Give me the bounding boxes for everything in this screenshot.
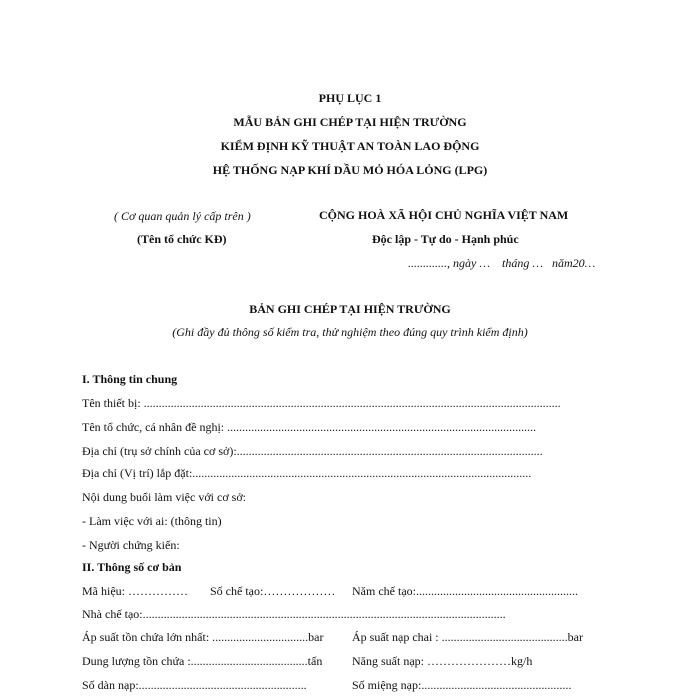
country-name: CỘNG HOÀ XÃ HỘI CHỦ NGHĨA VIỆT NAM xyxy=(319,208,569,222)
record-title: BẢN GHI CHÉP TẠI HIỆN TRƯỜNG xyxy=(249,302,451,316)
serial-number-field: Số chế tạo:……………… xyxy=(210,584,336,598)
filling-rigs-field: Số dàn nạp:........................................................ xyxy=(82,678,307,692)
manufacture-year-field: Năm chế tạo:...................................................... xyxy=(352,584,578,598)
worked-with-label: - Làm việc với ai: (thông tin) xyxy=(82,514,222,528)
superior-agency-label: ( Cơ quan quản lý cấp trên ) xyxy=(114,209,251,223)
form-title-line1: MẪU BẢN GHI CHÉP TẠI HIỆN TRƯỜNG xyxy=(233,115,467,129)
storage-capacity-field: Dung lượng tồn chứa :.......................................tấn xyxy=(82,654,323,668)
filling-capacity-field: Năng suất nạp: …………………kg/h xyxy=(352,654,533,668)
form-title-line3: HỆ THỐNG NẠP KHÍ DẦU MỎ HÓA LỎNG (LPG) xyxy=(212,163,488,177)
meeting-content-label: Nội dung buổi làm việc với cơ sở: xyxy=(82,490,247,504)
form-title-line2: KIỂM ĐỊNH KỸ THUẬT AN TOÀN LAO ĐỘNG xyxy=(220,139,480,153)
section1-heading: I. Thông tin chung xyxy=(82,372,178,386)
record-subtitle: (Ghi đầy đủ thông số kiểm tra, thử nghiệm theo đúng quy trình kiểm định) xyxy=(172,325,528,339)
section2-heading: II. Thông số cơ bản xyxy=(82,560,182,574)
manufacturer-field: Nhà chế tạo:......................................................................................................................... xyxy=(82,607,506,621)
device-name-field: Tên thiết bị: ........................................................................................................................................... xyxy=(82,396,561,410)
max-storage-pressure-field: Áp suất tồn chứa lớn nhất: ................................bar xyxy=(82,630,324,644)
date-line: ............., ngày … tháng … năm20… xyxy=(408,256,596,270)
hq-address-field: Địa chỉ (trụ sở chính của cơ sở):...................................................................................................... xyxy=(82,444,543,458)
witness-label: - Người chứng kiến: xyxy=(82,538,180,552)
model-field: Mã hiệu: …………… xyxy=(82,584,188,598)
requesting-org-field: Tên tổ chức, cá nhân đề nghị: ....................................................................................................... xyxy=(82,420,537,434)
filling-nozzles-field: Số miệng nạp:.................................................. xyxy=(352,678,572,692)
national-motto: Độc lập - Tự do - Hạnh phúc xyxy=(372,232,519,246)
appendix-label: PHỤ LỤC 1 xyxy=(318,91,382,105)
filling-pressure-field: Áp suất nạp chai : ..........................................bar xyxy=(352,630,583,644)
install-address-field: Địa chỉ (Vị trí) lắp đặt:................................................................................................................. xyxy=(82,466,532,480)
org-name-label: (Tên tổ chức KĐ) xyxy=(137,232,227,246)
